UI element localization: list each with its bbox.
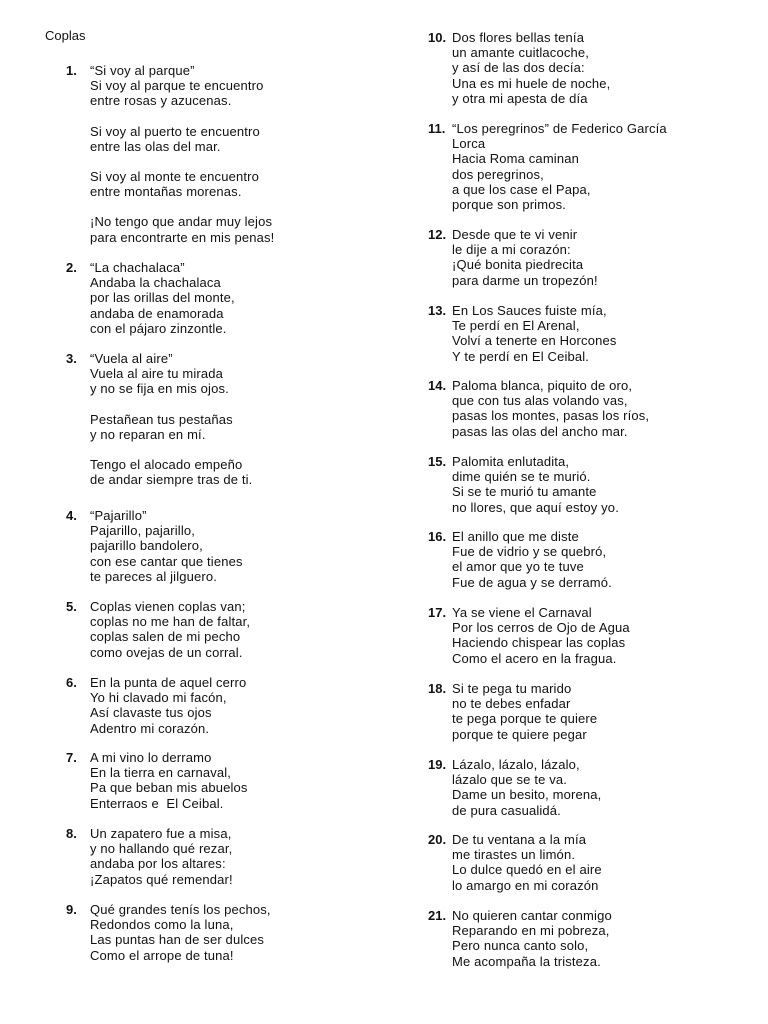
verse-line: Lázalo, lázalo, lázalo, <box>452 757 580 772</box>
copla-verse <box>452 757 601 818</box>
verse-line: Si se te murió tu amante <box>452 484 597 500</box>
verse-line: andaba de enamorada <box>90 305 224 321</box>
stanza <box>452 303 616 364</box>
copla-number: 16. <box>428 529 447 544</box>
copla-verse <box>90 351 252 487</box>
stanza <box>90 124 274 154</box>
copla-number: 5. <box>66 599 77 614</box>
verse-line: Así clavaste tus ojos <box>90 705 212 721</box>
copla-number: 10. <box>428 30 447 45</box>
verse-line: le dije a mi corazón: <box>452 242 571 258</box>
verse-line: para darme un tropezón! <box>452 272 598 288</box>
verse-line: pajarillo bandolero, <box>90 538 203 554</box>
stanza <box>90 63 274 109</box>
verse-line: Coplas vienen coplas van; <box>90 599 246 614</box>
verse-line: Una es mi huele de noche, <box>452 75 611 91</box>
verse-line: Dos flores bellas tenía <box>452 30 585 45</box>
verse-line: pasas las olas del ancho mar. <box>452 423 628 439</box>
copla-verse <box>90 826 233 887</box>
verse-line: que con tus alas volando vas, <box>452 393 628 409</box>
verse-line: El anillo que me diste <box>452 529 579 544</box>
verse-line: entre las olas del mar. <box>90 138 221 154</box>
verse-line: Reparando en mi pobreza, <box>452 923 610 939</box>
verse-line: Volví a tenerte en Horcones <box>452 333 617 349</box>
stanza <box>452 832 602 893</box>
verse-line: Tengo el alocado empeño <box>90 456 243 472</box>
verse-line: pasas los montes, pasas los ríos, <box>452 408 650 424</box>
verse-line: “La chachalaca” <box>90 260 185 275</box>
copla-verse <box>90 675 246 736</box>
verse-line: te pega porque te quiere <box>452 711 598 727</box>
verse-line: por las orillas del monte, <box>90 290 235 306</box>
verse-line: ¡Zapatos qué remendar! <box>90 871 233 887</box>
verse-line: En la tierra en carnaval, <box>90 765 232 781</box>
verse-line: coplas no me han de faltar, <box>90 614 251 630</box>
stanza <box>90 214 274 244</box>
copla-verse <box>452 529 612 590</box>
verse-line: “Pajarillo” <box>90 508 147 523</box>
copla-number: 4. <box>66 508 77 523</box>
verse-line: Vuela al aire tu mirada <box>90 366 224 382</box>
verse-line: el amor que yo te tuve <box>452 559 584 575</box>
verse-line: porque te quiere pegar <box>452 726 587 742</box>
verse-line: Yo hi clavado mi facón, <box>90 690 227 706</box>
verse-line: para encontrarte en mis penas! <box>90 229 275 245</box>
verse-line: Haciendo chispear las coplas <box>452 635 626 651</box>
stanza <box>90 260 235 336</box>
stanza <box>452 529 612 590</box>
verse-line: no llores, que aquí estoy yo. <box>452 499 619 515</box>
verse-line: No quieren cantar conmigo <box>452 908 612 923</box>
verse-line: con ese cantar que tienes <box>90 553 243 569</box>
verse-line: Hacia Roma caminan <box>452 151 579 167</box>
copla-number: 3. <box>66 351 77 366</box>
verse-line: de pura casualidá. <box>452 802 561 818</box>
copla-number: 1. <box>66 63 77 78</box>
verse-line: Fue de vidrio y se quebró, <box>452 544 607 560</box>
copla-number: 20. <box>428 832 447 847</box>
copla-verse <box>90 750 248 811</box>
verse-line: y así de las dos decía: <box>452 60 585 76</box>
verse-line: Si voy al puerto te encuentro <box>90 123 260 139</box>
copla-verse <box>452 454 619 515</box>
stanza <box>90 412 252 442</box>
verse-line: Ya se viene el Carnaval <box>452 605 592 620</box>
verse-line: te pareces al jilguero. <box>90 568 218 584</box>
verse-line: porque son primos. <box>452 196 566 212</box>
copla-verse <box>452 605 630 666</box>
verse-line: Pero nunca canto solo, <box>452 938 589 954</box>
copla-verse <box>452 227 598 288</box>
verse-line: Como el acero en la fragua. <box>452 650 617 666</box>
verse-line: Enterraos e El Ceibal. <box>90 795 224 811</box>
verse-line: Pajarillo, pajarillo, <box>90 523 196 539</box>
copla-number: 19. <box>428 757 447 772</box>
verse-line: “Los peregrinos” de Federico García <box>452 121 667 136</box>
stanza <box>90 169 274 199</box>
stanza <box>90 826 233 887</box>
verse-line: con el pájaro zinzontle. <box>90 320 227 336</box>
copla-verse <box>90 902 271 963</box>
page-title: Coplas <box>45 28 86 43</box>
verse-line: “Vuela al aire” <box>90 351 173 366</box>
verse-line: “Si voy al parque” <box>90 63 195 78</box>
copla-verse <box>90 599 250 660</box>
verse-line: y no reparan en mí. <box>90 426 206 442</box>
copla-number: 9. <box>66 902 77 917</box>
verse-line: Lo dulce quedó en el aire <box>452 862 602 878</box>
copla-number: 2. <box>66 260 77 275</box>
verse-line: Adentro mi corazón. <box>90 720 210 736</box>
copla-verse <box>452 681 597 742</box>
verse-line: lo amargo en mi corazón <box>452 877 599 893</box>
stanza <box>452 681 597 742</box>
copla-verse <box>90 508 243 584</box>
verse-line: Me acompaña la tristeza. <box>452 953 601 969</box>
verse-line: Palomita enlutadita, <box>452 454 570 469</box>
stanza <box>452 605 630 666</box>
verse-line: Pa que beban mis abuelos <box>90 780 248 796</box>
copla-number: 18. <box>428 681 447 696</box>
verse-line: entre montañas morenas. <box>90 184 242 200</box>
stanza <box>452 227 598 288</box>
verse-line: Un zapatero fue a misa, <box>90 826 232 841</box>
verse-line: me tirastes un limón. <box>452 847 576 863</box>
copla-verse <box>90 63 274 245</box>
verse-line: A mi vino lo derramo <box>90 750 212 765</box>
copla-verse <box>452 378 649 439</box>
copla-number: 6. <box>66 675 77 690</box>
copla-number: 14. <box>428 378 447 393</box>
stanza <box>452 30 610 106</box>
copla-verse <box>452 121 667 212</box>
copla-verse <box>452 832 602 893</box>
verse-line: un amante cuitlacoche, <box>452 45 589 61</box>
stanza <box>90 750 248 811</box>
verse-line: Si voy al monte te encuentro <box>90 168 259 184</box>
copla-verse <box>452 30 610 106</box>
stanza <box>452 757 601 818</box>
verse-line: Pestañean tus pestañas <box>90 411 233 427</box>
verse-line: Andaba la chachalaca <box>90 275 221 291</box>
verse-line: Si voy al parque te encuentro <box>90 78 264 94</box>
stanza <box>452 908 612 969</box>
verse-line: Dame un besito, morena, <box>452 787 602 803</box>
copla-number: 13. <box>428 303 447 318</box>
copla-number: 15. <box>428 454 447 469</box>
copla-verse <box>90 260 235 336</box>
verse-line: De tu ventana a la mía <box>452 832 587 847</box>
stanza <box>452 454 619 515</box>
verse-line: no te debes enfadar <box>452 696 571 712</box>
copla-number: 17. <box>428 605 447 620</box>
verse-line: Como el arrope de tuna! <box>90 947 234 963</box>
verse-line: En Los Sauces fuiste mía, <box>452 303 607 318</box>
stanza <box>452 121 667 212</box>
verse-line: Desde que te vi venir <box>452 227 578 242</box>
verse-line: Si te pega tu marido <box>452 681 572 696</box>
stanza <box>90 675 246 736</box>
verse-line: y no hallando qué rezar, <box>90 841 233 857</box>
copla-number: 7. <box>66 750 77 765</box>
stanza <box>90 599 250 660</box>
verse-line: En la punta de aquel cerro <box>90 675 247 690</box>
verse-line: lázalo que se te va. <box>452 772 568 788</box>
verse-line: ¡No tengo que andar muy lejos <box>90 214 273 230</box>
stanza <box>90 351 252 397</box>
verse-line: andaba por los altares: <box>90 856 226 872</box>
verse-line: y otra mi apesta de día <box>452 90 588 106</box>
verse-line: de andar siempre tras de ti. <box>90 472 253 488</box>
verse-line: como ovejas de un corral. <box>90 644 243 660</box>
verse-line: a que los case el Papa, <box>452 181 591 197</box>
verse-line: Fue de agua y se derramó. <box>452 574 612 590</box>
copla-number: 11. <box>428 121 446 136</box>
verse-line: Te perdí en El Arenal, <box>452 318 580 334</box>
verse-line: dime quién se te murió. <box>452 469 591 485</box>
verse-line: ¡Qué bonita piedrecita <box>452 257 584 273</box>
verse-line: y no se fija en mis ojos. <box>90 381 229 397</box>
stanza <box>90 457 252 487</box>
stanza <box>90 508 243 584</box>
verse-line: Las puntas han de ser dulces <box>90 932 265 948</box>
verse-line: Paloma blanca, piquito de oro, <box>452 378 633 393</box>
verse-line: Y te perdí en El Ceibal. <box>452 348 590 364</box>
copla-number: 12. <box>428 227 447 242</box>
stanza <box>90 902 271 963</box>
copla-verse <box>452 303 616 364</box>
verse-line: dos peregrinos, <box>452 166 544 182</box>
verse-line: Qué grandes tenís los pechos, <box>90 902 271 917</box>
verse-line: Redondos como la luna, <box>90 917 234 933</box>
copla-number: 21. <box>428 908 447 923</box>
verse-line: coplas salen de mi pecho <box>90 629 241 645</box>
copla-number: 8. <box>66 826 77 841</box>
verse-line: entre rosas y azucenas. <box>90 93 232 109</box>
copla-verse <box>452 908 612 969</box>
verse-line: Por los cerros de Ojo de Agua <box>452 620 630 636</box>
stanza <box>452 378 649 439</box>
verse-line: Lorca <box>452 136 486 152</box>
